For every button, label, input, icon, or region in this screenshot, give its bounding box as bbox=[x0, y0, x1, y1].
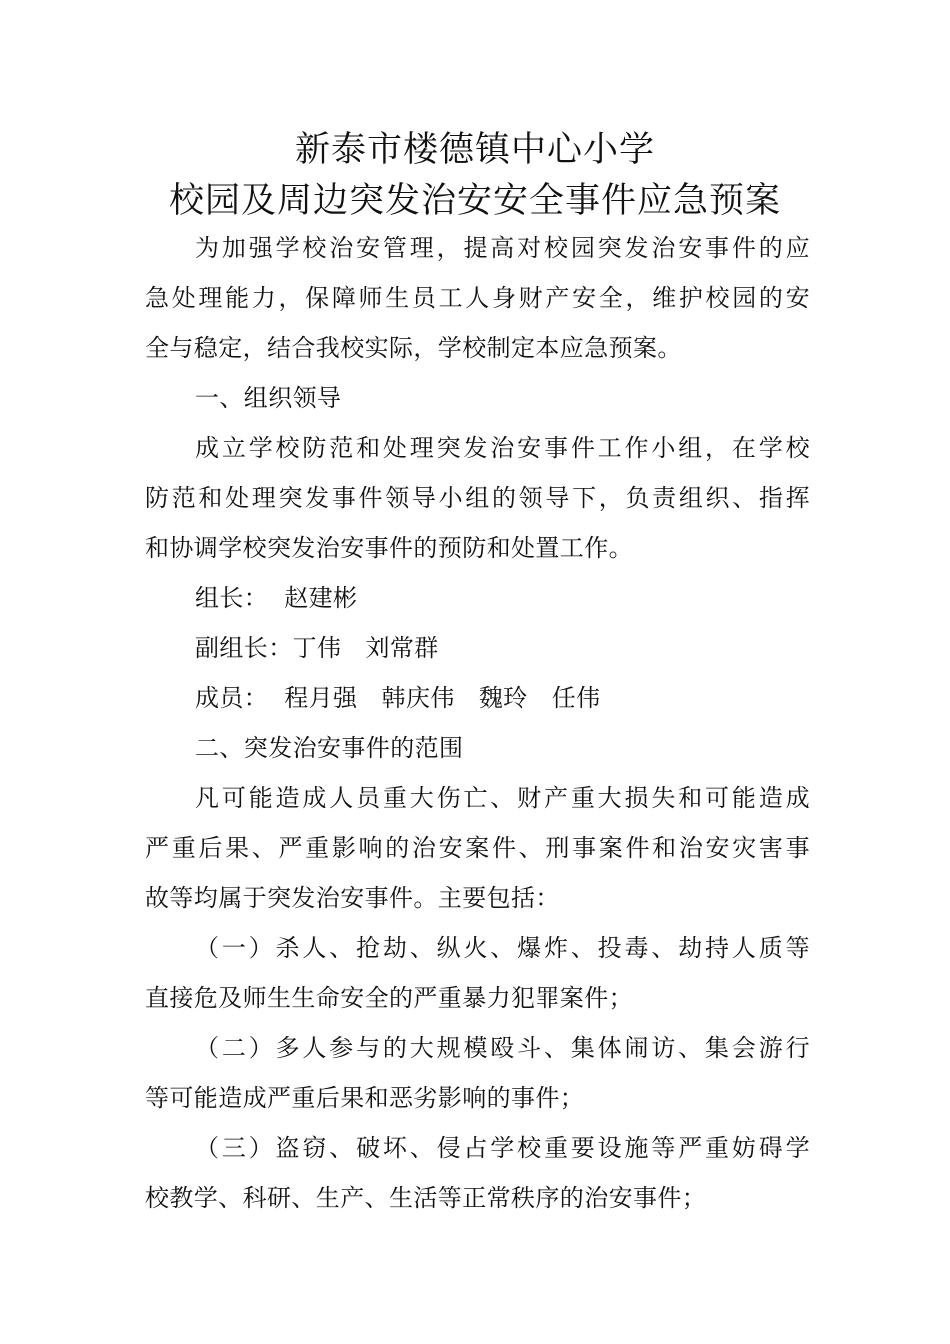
team-members: 成员： 程月强 韩庆伟 魏玲 任伟 bbox=[195, 684, 601, 712]
document-title-line-1: 新泰市楼德镇中心小学 bbox=[294, 130, 655, 170]
list-item-line: （三）盗窃、破坏、侵占学校重要设施等严重妨碍学 bbox=[195, 1134, 810, 1162]
paragraph-line: 故等均属于突发治安事件。主要包括： bbox=[145, 884, 560, 912]
team-deputy-leaders: 副组长：丁伟 刘常群 bbox=[195, 634, 439, 662]
list-item-line: 直接危及师生生命安全的严重暴力犯罪案件； bbox=[145, 984, 633, 1012]
paragraph-line: 严重后果、严重影响的治安案件、刑事案件和治安灾害事 bbox=[145, 834, 810, 862]
paragraph-line: 急处理能力，保障师生员工人身财产安全，维护校园的安 bbox=[145, 284, 810, 312]
list-item-line: 校教学、科研、生产、生活等正常秩序的治安事件； bbox=[145, 1184, 707, 1212]
section-heading: 二、突发治安事件的范围 bbox=[195, 734, 464, 762]
paragraph-line: 全与稳定，结合我校实际，学校制定本应急预案。 bbox=[145, 334, 682, 362]
list-item-line: （二）多人参与的大规模殴斗、集体闹访、集会游行 bbox=[195, 1034, 810, 1062]
paragraph-line: 凡可能造成人员重大伤亡、财产重大损失和可能造成 bbox=[195, 784, 810, 812]
paragraph-line: 防范和处理突发事件领导小组的领导下，负责组织、指挥 bbox=[145, 484, 810, 512]
list-item-line: （一）杀人、抢劫、纵火、爆炸、投毒、劫持人质等 bbox=[195, 934, 810, 962]
paragraph-line: 和协调学校突发治安事件的预防和处置工作。 bbox=[145, 534, 633, 562]
paragraph-line: 成立学校防范和处理突发治安事件工作小组，在学校 bbox=[195, 434, 810, 462]
team-leader: 组长： 赵建彬 bbox=[195, 584, 358, 612]
document-title-line-2: 校园及周边突发治安安全事件应急预案 bbox=[168, 181, 781, 221]
section-heading: 一、组织领导 bbox=[195, 384, 342, 412]
list-item-line: 等可能造成严重后果和恶劣影响的事件； bbox=[145, 1084, 585, 1112]
paragraph-line: 为加强学校治安管理，提高对校园突发治安事件的应 bbox=[195, 234, 810, 262]
